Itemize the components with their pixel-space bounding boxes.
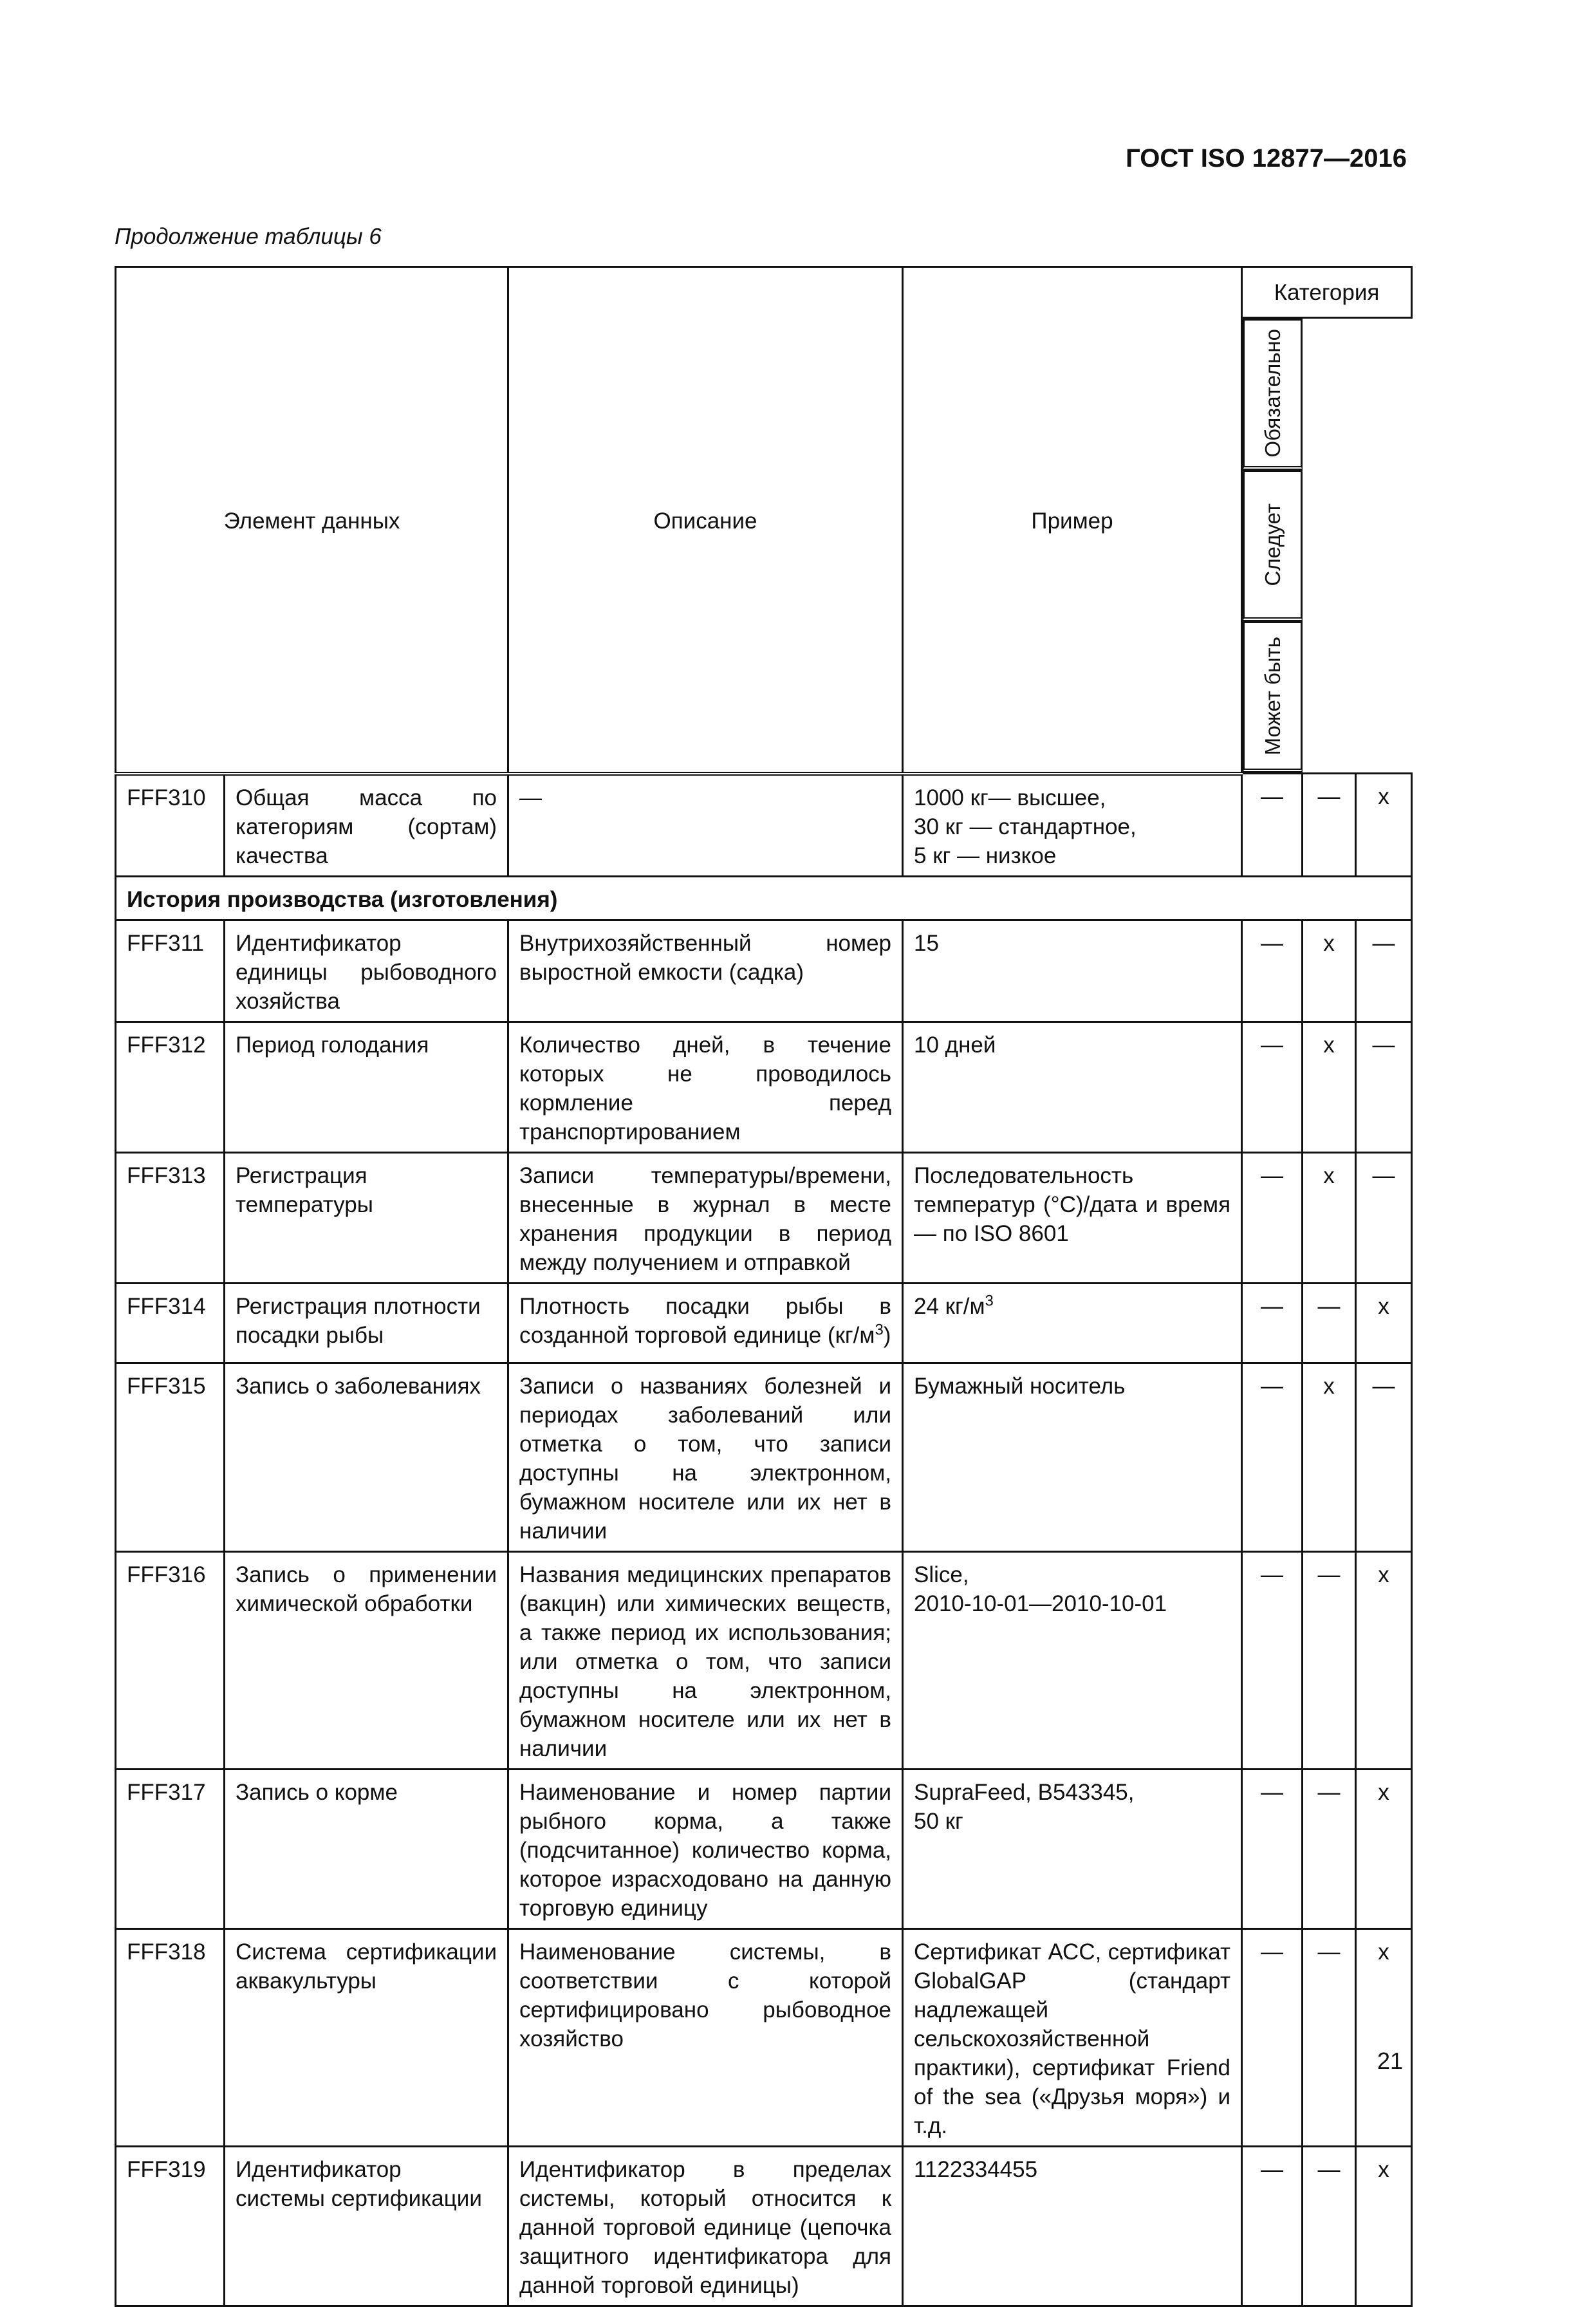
table-row (116, 2146, 1412, 2306)
table-row (116, 1929, 1412, 2146)
header-description: Описание (508, 267, 903, 774)
row-name: Идентификатор единицы рыбоводного хозяйства (225, 920, 508, 1022)
table-row (116, 1551, 1412, 1769)
row-should: — (1303, 774, 1356, 877)
row-code: FFF318 (116, 1929, 225, 2146)
data-elements-table (115, 266, 1413, 2307)
table-row (116, 1363, 1412, 1551)
row-name: Регистрация плотности посадки рыбы (225, 1283, 508, 1363)
row-may: x (1356, 1283, 1412, 1363)
row-description: Названия медицинских препаратов (вакцин) или химических веществ, а также период их использования; или отметка о том, что записи доступны на электронном, бумажном носителе или их нет в наличии (508, 1551, 903, 1769)
header-may: Может быть (1243, 621, 1303, 772)
row-description: Наименование системы, в соответствии с которой сертифицировано рыбоводное хозяйство (508, 1929, 903, 2146)
row-should: — (1303, 1929, 1356, 2146)
row-code: FFF315 (116, 1363, 225, 1551)
row-may: x (1356, 1551, 1412, 1769)
row-name: Идентификатор системы сертификации (225, 2146, 508, 2306)
row-mandatory: — (1242, 1929, 1303, 2146)
table-row (116, 1022, 1412, 1152)
row-may: x (1356, 2146, 1412, 2306)
row-example: 10 дней (903, 1022, 1242, 1152)
row-name: Период голодания (225, 1022, 508, 1152)
row-description: Внутрихозяйственный номер выростной емкости (садка) (508, 920, 903, 1022)
row-description: Количество дней, в течение которых не проводилось кормление перед транспортированием (508, 1022, 903, 1152)
row-may: — (1356, 1152, 1412, 1283)
row-name: Запись о применении химической обработки (225, 1551, 508, 1769)
row-example: 1000 кг— высшее, 30 кг — стандартное, 5 кг — низкое (903, 774, 1242, 877)
row-name: Система сертификации аквакультуры (225, 1929, 508, 2146)
row-description: Идентификатор в пределах системы, который относится к данной торговой единице (цепочка защитного идентификатора для данной торговой единицы) (508, 2146, 903, 2306)
row-mandatory: — (1242, 920, 1303, 1022)
table-caption: Продолжение таблицы 6 (115, 224, 382, 249)
row-code: FFF314 (116, 1283, 225, 1363)
row-description: — (508, 774, 903, 877)
row-description: Записи температуры/времени, внесенные в журнал в месте хранения продукции в период между получением и отправкой (508, 1152, 903, 1283)
page-number: 21 (1377, 2048, 1404, 2074)
row-mandatory: — (1242, 1551, 1303, 1769)
row-mandatory: — (1242, 1769, 1303, 1929)
row-code: FFF317 (116, 1769, 225, 1929)
row-should: x (1303, 920, 1356, 1022)
row-description: Записи о названиях болезней и периодах заболеваний или отметка о том, что записи доступны на электронном, бумажном носителе или их нет в наличии (508, 1363, 903, 1551)
row-example: Slice, 2010-10-01—2010-10-01 (903, 1551, 1242, 1769)
row-code: FFF319 (116, 2146, 225, 2306)
row-should: — (1303, 2146, 1356, 2306)
row-example: 24 $кг/м^3$ (903, 1283, 1242, 1363)
row-should: x (1303, 1152, 1356, 1283)
row-name: Запись о корме (225, 1769, 508, 1929)
row-mandatory: — (1242, 1022, 1303, 1152)
row-code: FFF316 (116, 1551, 225, 1769)
row-may: — (1356, 1363, 1412, 1551)
row-may: — (1356, 1022, 1412, 1152)
row-code: FFF311 (116, 920, 225, 1022)
header-category: Категория (1242, 267, 1412, 318)
section-row (116, 876, 1412, 920)
row-mandatory: — (1242, 2146, 1303, 2306)
row-name: Общая масса по категориям (сортам) качества (225, 774, 508, 877)
row-should: x (1303, 1022, 1356, 1152)
row-example: Бумажный носитель (903, 1363, 1242, 1551)
row-may: x (1356, 774, 1412, 877)
row-example: 15 (903, 920, 1242, 1022)
row-example: SupraFeed, B543345, 50 кг (903, 1769, 1242, 1929)
table-row (116, 774, 1412, 877)
row-should: — (1303, 1551, 1356, 1769)
section-title: История производства (изготовления) (116, 876, 1412, 920)
row-mandatory: — (1242, 774, 1303, 877)
row-example: Сертификат АСС, сертификат GlobalGAP (стандарт надлежащей сельскохозяйственной практики), сертификат Friend of the sea («Друзья моря») и т.д. (903, 1929, 1242, 2146)
row-may: x (1356, 1769, 1412, 1929)
header-example: Пример (903, 267, 1242, 774)
row-should: — (1303, 1769, 1356, 1929)
row-example: 1122334455 (903, 2146, 1242, 2306)
header-element: Элемент данных (116, 267, 508, 774)
row-mandatory: — (1242, 1152, 1303, 1283)
table-row (116, 1283, 1412, 1363)
row-code: FFF312 (116, 1022, 225, 1152)
table-row (116, 1152, 1412, 1283)
document-title: ГОСТ ISO 12877—2016 (1126, 144, 1407, 173)
row-may: — (1356, 920, 1412, 1022)
row-description: Плотность посадки рыбы в созданной торговой единице $(кг/м^3)$ (508, 1283, 903, 1363)
row-description: Наименование и номер партии рыбного корма, а также (подсчитанное) количество корма, которое израсходовано на данную торговую единицу (508, 1769, 903, 1929)
row-should: x (1303, 1363, 1356, 1551)
table-row (116, 920, 1412, 1022)
table-row (116, 1769, 1412, 1929)
row-code: FFF310 (116, 774, 225, 877)
row-example: Последовательность температур (°С)/дата и время — по ISO 8601 (903, 1152, 1242, 1283)
header-mandatory: Обязательно (1243, 319, 1303, 470)
row-name: Регистрация температуры (225, 1152, 508, 1283)
row-mandatory: — (1242, 1363, 1303, 1551)
header-should: Следует (1243, 470, 1303, 621)
row-mandatory: — (1242, 1283, 1303, 1363)
row-should: — (1303, 1283, 1356, 1363)
row-code: FFF313 (116, 1152, 225, 1283)
row-may: x (1356, 1929, 1412, 2146)
row-name: Запись о заболеваниях (225, 1363, 508, 1551)
